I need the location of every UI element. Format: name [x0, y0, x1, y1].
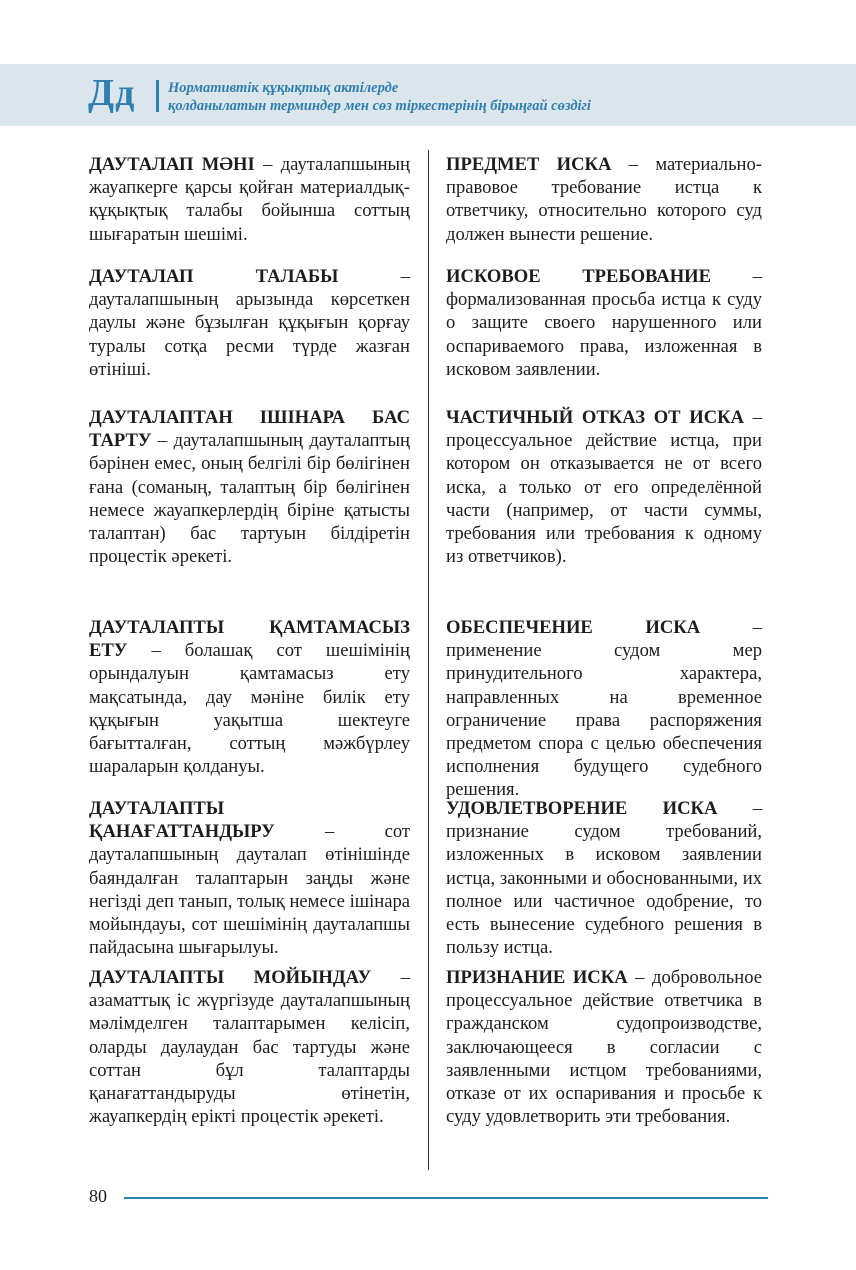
entry-term: ДАУТАЛАПТЫ МОЙЫНДАУ	[89, 967, 372, 988]
footer-rule	[124, 1197, 768, 1199]
glossary-entry	[446, 966, 762, 1128]
entry-definition: – дауталапшының жауапкерге қарсы қойған материалдық-құқықтық талабы бойынша соттың шығаратын шешімі.	[89, 154, 410, 245]
entry-definition: – применение судом мер принудительного характера, направленных на временное ограничение права распоряжения предметом спора с целью обеспечения исполнения будущего судебного решения.	[446, 617, 762, 801]
entry-term: ИСКОВОЕ ТРЕБОВАНИЕ	[446, 266, 712, 287]
entry-term: ДАУТАЛАП ТАЛАБЫ	[89, 266, 339, 287]
entry-definition: – дауталапшының дауталаптың бәрінен емес, оның белгілі бір бөлігінен ғана (соманың, талаптың бір бөлігінен немесе жауапкерлердің біріне қатысты талаптан) бас тартуын білдіретін процестік әрекеті.	[89, 430, 410, 568]
entry-term: ДАУТАЛАПТАН ІШІНАРА БАС ТАРТУ	[89, 407, 410, 452]
entry-term: ДАУТАЛАПТЫ ҚАМТАМАСЫЗ ЕТУ	[89, 617, 410, 662]
running-header-line-2: қолданылатын терминдер мен сөз тіркестерінің бірыңғай сөздігі	[168, 98, 591, 114]
entry-definition: – добровольное процессуальное действие ответчика в гражданском судопроизводстве, заключающееся в согласии с заявленными истцом требованиями, отказе от их оспаривания и просьбе к суду удовлетворить эти требования.	[446, 967, 762, 1128]
entry-definition: – процессуальное действие истца, при котором он отказывается не от всего иска, а только от его определённой части (например, от части суммы, требования или требования к одному из ответчиков).	[446, 407, 762, 568]
entry-definition: – азаматтық іс жүргізуде дауталапшының мәлімделген талаптарымен келісіп, оларды даулаудан бас тартуды және соттан бұл талаптарды қанағаттандыруды өтінетін, жауапкердің ерікті процестік әрекеті.	[89, 967, 410, 1128]
glossary-entry	[446, 265, 762, 381]
entry-definition: – дауталапшының арызында көрсеткен даулы және бұзылған құқығын қорғау туралы сотқа ресми түрде жазған өтініші.	[89, 266, 410, 380]
glossary-entry	[446, 797, 762, 959]
glossary-entry	[89, 616, 410, 778]
entry-definition: – сот дауталапшының дауталап өтінішінде баяндалған талаптарын заңды және негізді деп танып, толық немесе ішінара мойындауы, сот шешімінің дауталапшы пайдасына шығарылуы.	[89, 821, 410, 959]
entry-term: ДАУТАЛАП МӘНІ	[89, 154, 255, 175]
entry-definition: – болашақ сот шешімінің орындалуын қамтамасыз ету мақсатында, дау мәніне билік ету құқығын уақытша шектеуге бағытталған, соттың мәжбүрлеу шараларын қолдануы.	[89, 640, 410, 778]
entry-term: ПРИЗНАНИЕ ИСКА	[446, 967, 628, 988]
glossary-entry	[89, 406, 410, 568]
entry-term: ПРЕДМЕТ ИСКА	[446, 154, 612, 175]
running-header-line-1: Нормативтік құқықтық актілерде	[168, 80, 399, 96]
glossary-entry	[89, 265, 410, 381]
glossary-entry	[446, 616, 762, 802]
glossary-entry	[446, 406, 762, 568]
entry-definition: – материально-правовое требование истца к ответчику, относительно которого суд должен вынести решение.	[446, 154, 762, 245]
entry-definition: – признание судом требований, изложенных в исковом заявлении истца, законными и обоснованными, их полное или частичное одобрение, то есть вынесение судебного решения в пользу истца.	[446, 798, 762, 959]
header-divider-bar	[156, 80, 159, 112]
column-divider	[428, 150, 429, 1170]
page-number: 80	[89, 1186, 107, 1206]
entry-definition: – формализованная просьба истца к суду о защите своего нарушенного или оспариваемого права, изложенная в исковом заявлении.	[446, 266, 762, 380]
glossary-entry	[446, 153, 762, 246]
section-letters: Дд	[88, 72, 136, 114]
entry-term: УДОВЛЕТВОРЕНИЕ ИСКА	[446, 798, 718, 819]
entry-term: ЧАСТИЧНЫЙ ОТКАЗ ОТ ИСКА	[446, 407, 745, 428]
entry-term: ОБЕСПЕЧЕНИЕ ИСКА	[446, 617, 701, 638]
glossary-entry	[89, 153, 410, 246]
running-header-title	[168, 79, 591, 115]
glossary-entry	[89, 966, 410, 1128]
glossary-entry	[89, 797, 410, 959]
entry-term: ДАУТАЛАПТЫ ҚАНАҒАТТАНДЫРУ	[89, 798, 275, 843]
